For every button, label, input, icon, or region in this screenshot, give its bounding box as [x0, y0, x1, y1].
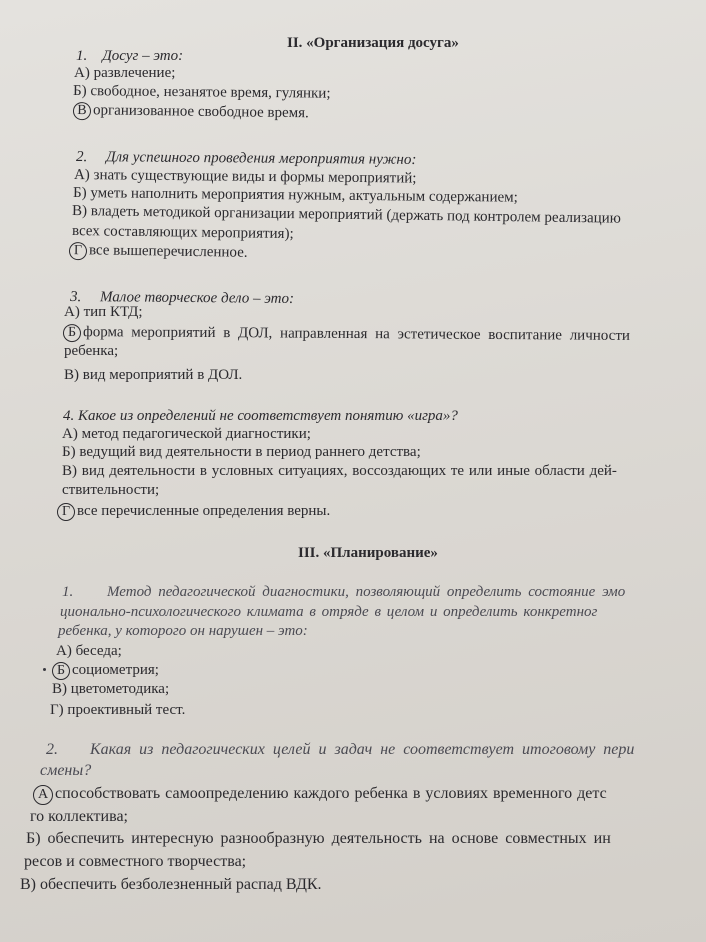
pen-dot	[43, 668, 46, 671]
option-text: форма мероприятий в ДОЛ, направленная на эстетическое воспитание личности	[82, 324, 630, 344]
option-letter: Б)	[72, 185, 87, 202]
question-text-line: ребенка, у которого он нарушен – это:	[58, 623, 308, 639]
circled-answer-mark: А	[33, 785, 53, 805]
option-letter: Б)	[62, 444, 76, 460]
option-c-continued: ствительности;	[62, 482, 160, 498]
option-letter: А)	[74, 65, 90, 81]
circled-answer-mark: В	[73, 102, 91, 120]
option-letter: А)	[73, 167, 90, 184]
option-c	[52, 680, 169, 698]
option-c	[62, 462, 617, 480]
question-text: Какая из педагогических целей и задач не соответствует итоговому пери	[90, 741, 635, 758]
circled-answer-mark: Г	[57, 503, 75, 521]
option-letter: В)	[71, 203, 88, 220]
option-letter: Б)	[26, 830, 41, 847]
option-text: цветометодика;	[70, 681, 170, 697]
option-text: обеспечить интересную разнообразную деятельность на основе совместных ин	[47, 830, 611, 847]
option-letter: В)	[52, 681, 67, 697]
option-b	[52, 661, 159, 680]
option-text: тип КТД;	[83, 304, 143, 320]
option-text: все вышеперечисленное.	[88, 242, 248, 261]
option-letter: А)	[56, 643, 72, 659]
circled-answer-mark: Б	[63, 324, 81, 342]
option-text: знать существующие виды и формы мероприятий;	[93, 167, 417, 187]
circled-answer-mark: Г	[69, 242, 87, 260]
question-text: Малое творческое дело – это:	[99, 289, 295, 307]
option-b	[63, 323, 630, 346]
section-title: III. «Планирование»	[298, 545, 438, 561]
question-1	[76, 47, 183, 65]
option-text: способствовать самоопределению каждого ребенка в условиях временного детс	[55, 785, 607, 802]
option-text: метод педагогической диагностики;	[81, 426, 311, 442]
question-text-line: ционально-психологического климата в отряде в целом и определить конкретног	[60, 604, 598, 620]
circled-answer-mark: Б	[52, 662, 70, 680]
option-text: проективный тест.	[67, 702, 186, 718]
option-text: беседа;	[75, 643, 122, 659]
question-2	[46, 741, 634, 759]
option-c	[20, 876, 322, 894]
question-text: Метод педагогической диагностики, позволяющий определить состояние эмо	[107, 584, 626, 600]
option-letter: Г)	[50, 702, 64, 718]
option-letter: Б)	[72, 83, 87, 100]
option-text: уметь наполнить мероприятия нужным, актуальным содержанием;	[90, 185, 518, 206]
option-a	[62, 425, 311, 443]
option-text: владеть методикой организации мероприятий (держать под контролем реализацию	[90, 203, 622, 227]
option-text: вид мероприятий в ДОЛ.	[82, 367, 243, 383]
question-text: Для успешного проведения мероприятия нужно:	[105, 149, 417, 168]
question-text-line: смены?	[40, 762, 92, 779]
question-number: 2.	[46, 741, 58, 758]
option-a	[33, 785, 607, 805]
question-number: 1.	[62, 584, 74, 600]
option-a	[64, 303, 143, 321]
question-4	[63, 407, 458, 425]
option-a	[56, 642, 122, 660]
option-text: вид деятельности в условных ситуациях, воссоздающих те или иные области дей-	[81, 463, 617, 479]
option-letter: В)	[62, 463, 77, 479]
option-c	[64, 366, 242, 384]
option-text: ведущий вид деятельности в период раннего детства;	[79, 444, 421, 460]
option-c-continued: всех составляющих мероприятия);	[71, 223, 294, 243]
question-number: 3.	[69, 289, 82, 306]
option-text: развлечение;	[93, 65, 176, 81]
option-text: организованное свободное время.	[92, 102, 309, 122]
option-c	[73, 101, 309, 123]
option-text: социометрия;	[72, 662, 159, 678]
option-text: все перечисленные определения верны.	[77, 503, 331, 519]
option-letter: А)	[62, 426, 78, 442]
option-a	[74, 64, 175, 82]
option-d	[50, 701, 185, 719]
option-b	[73, 82, 331, 103]
option-text: обеспечить безболезненный распад ВДК.	[40, 876, 322, 893]
question-text: Досуг – это:	[102, 48, 184, 64]
option-letter: В)	[20, 876, 36, 893]
option-letter: А)	[64, 304, 80, 320]
question-text: Какое из определений не соответствует понятию «игра»?	[78, 408, 458, 424]
option-b-continued: ребенка;	[64, 343, 119, 359]
option-d	[57, 502, 330, 521]
option-d	[69, 241, 248, 263]
question-number: 2.	[75, 149, 88, 166]
option-letter: В)	[64, 367, 79, 383]
question-1	[62, 583, 625, 601]
question-number: 1.	[76, 48, 88, 64]
question-number: 4.	[63, 408, 75, 424]
option-b	[62, 443, 421, 461]
option-b	[26, 830, 611, 848]
option-text: свободное, незанятое время, гулянки;	[90, 83, 331, 102]
option-b-continued: ресов и совместного творчества;	[24, 853, 247, 870]
option-a-continued: го коллектива;	[30, 808, 128, 825]
section-title: II. «Организация досуга»	[287, 35, 459, 51]
